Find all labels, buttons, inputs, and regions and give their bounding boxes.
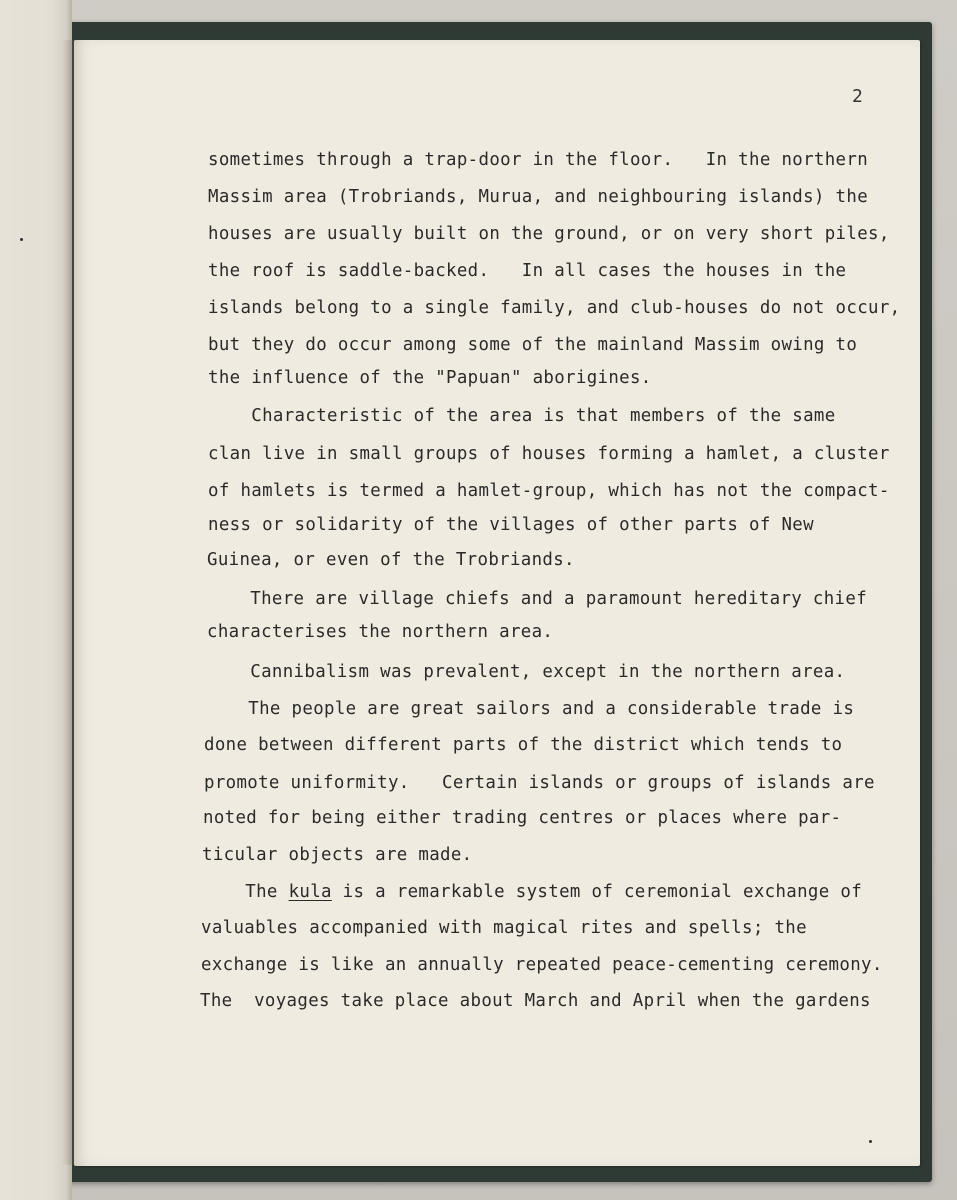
text-line: The voyages take place about March and April when the gardens	[200, 991, 871, 1011]
text-line: houses are usually built on the ground, or on very short piles,	[208, 224, 890, 244]
text-line: exchange is like an annually repeated peace-cementing ceremony.	[201, 955, 883, 975]
text-line: ticular objects are made.	[202, 845, 473, 865]
text-line: islands belong to a single family, and club-houses do not occur,	[208, 298, 901, 318]
text-line-kula	[202, 882, 862, 902]
text-line: characterises the northern area.	[207, 622, 554, 642]
text-line: but they do occur among some of the mainland Massim owing to	[208, 335, 858, 355]
mark-dot	[869, 1140, 872, 1143]
text-line: Massim area (Trobriands, Murua, and neighbouring islands) the	[208, 187, 869, 207]
text-line: Guinea, or even of the Trobriands.	[207, 550, 575, 570]
text-line: noted for being either trading centres or places where par-	[203, 808, 842, 828]
text-line: Cannibalism was prevalent, except in the northern area.	[207, 662, 846, 682]
text-line: the roof is saddle-backed. In all cases the houses in the	[208, 261, 847, 281]
text-line: Characteristic of the area is that members of the same	[208, 406, 836, 426]
kula-prefix: The	[202, 882, 289, 902]
text-line: of hamlets is termed a hamlet-group, which has not the compact-	[208, 481, 890, 501]
text-line: promote uniformity. Certain islands or groups of islands are	[204, 773, 875, 793]
text-line: There are village chiefs and a paramount hereditary chief	[207, 589, 868, 609]
mark-dot	[20, 238, 23, 241]
text-line: sometimes through a trap-door in the floor. In the northern	[208, 150, 869, 170]
kula-suffix: is a remarkable system of ceremonial exchange of	[331, 882, 863, 902]
kula-term: kula	[288, 882, 332, 902]
text-line: The people are great sailors and a considerable trade is	[205, 699, 855, 719]
text-line: ness or solidarity of the villages of other parts of New	[208, 515, 814, 535]
text-line: valuables accompanied with magical rites and spells; the	[201, 918, 807, 938]
text-line: the influence of the "Papuan" aborigines.	[208, 368, 652, 388]
page-number: 2	[852, 86, 863, 107]
text-line: done between different parts of the district which tends to	[204, 735, 843, 755]
text-line: clan live in small groups of houses forming a hamlet, a cluster	[208, 444, 890, 464]
